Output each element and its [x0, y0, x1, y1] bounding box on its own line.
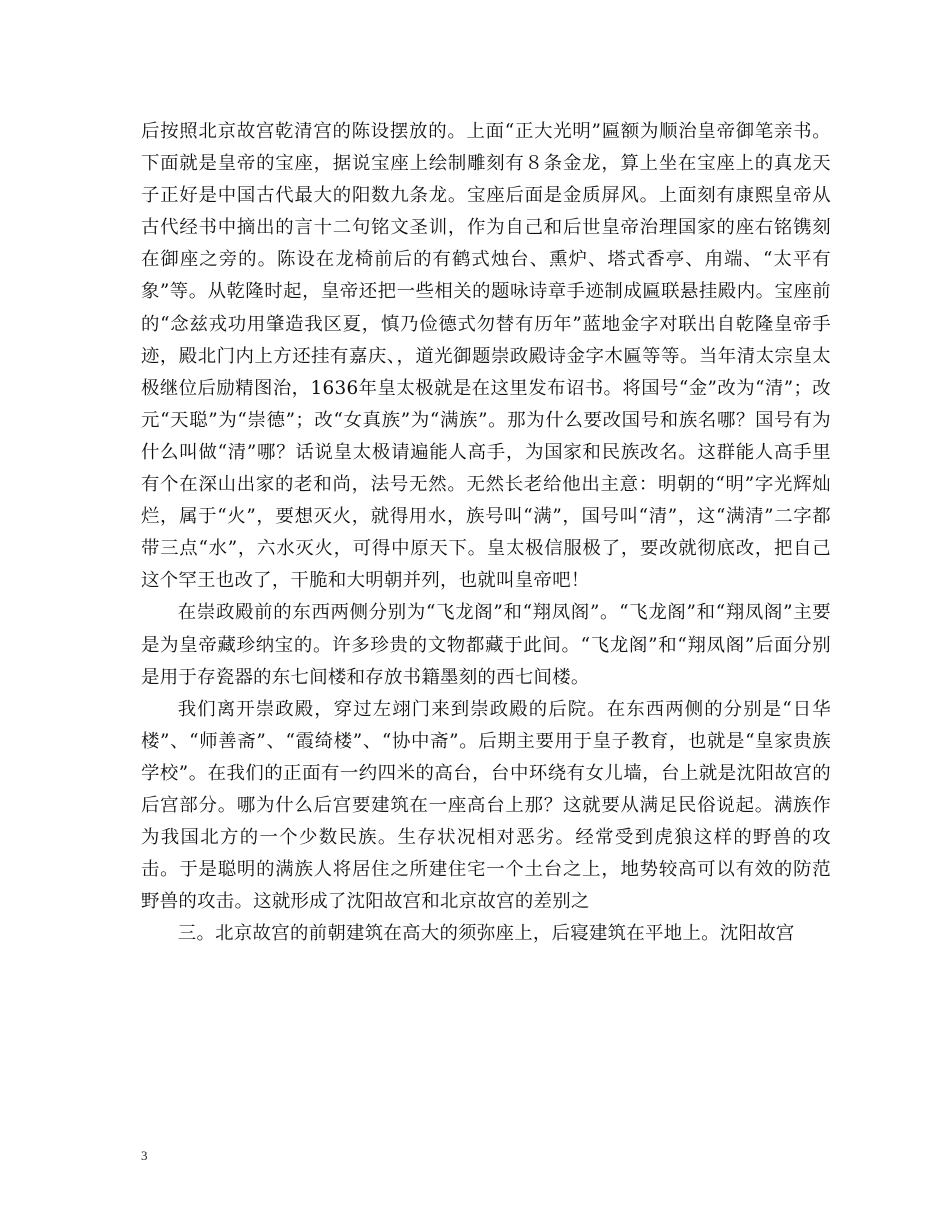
paragraph-1: 后按照北京故宫乾清宫的陈设摆放的。上面“正大光明”匾额为顺治皇帝御笔亲书。下面就是皇帝的宝座，据说宝座上绘制雕刻有８条金龙，算上坐在宝座上的真龙天子正好是中国古代最大的阳数九条龙。宝座后面是金质屏风。上面刻有康熙皇帝从古代经书中摘出的言十二句铭文圣训，作为自己和后世皇帝治理国家的座右铭镌刻在御座之旁的。陈设在龙椅前后的有鹤式烛台、熏炉、塔式香亭、甪端、“太平有象”等。从乾隆时起，皇帝还把一些相关的题咏诗章手迹制成匾联悬挂殿内。宝座前的“念兹戎功用肇造我区夏，慎乃俭德式勿替有历年”蓝地金字对联出自乾隆皇帝手迹，殿北门内上方还挂有嘉庆、，道光御题崇政殿诗金字木匾等等。当年清太宗皇太极继位后励精图治，1636年皇太极就是在这里发布诏书。将国号“金”改为“清”；改元“天聪”为“崇德”；改“女真族”为“满族”。那为什么要改国号和族名哪？国号有为什么叫做“清”哪？话说皇太极请遍能人高手，为国家和民族改名。这群能人高手里有个在深山出家的老和尚，法号无然。无然长老给他出主意：明朝的“明”字光辉灿烂，属于“火”，要想灭火，就得用水，族号叫“满”，国号叫“清”，这“满清”二字都带三点“水”，六水灭火，可得中原天下。皇太极信服极了，要改就彻底改，把自己这个罕王也改了，干脆和大明朝并列，也就叫皇帝吧！	[141, 121, 831, 592]
document-body	[141, 116, 831, 950]
page-number: 3	[141, 1148, 148, 1163]
paragraph-2: 在崇政殿前的东西两侧分别为“飞龙阁”和“翔凤阁”。“飞龙阁”和“翔凤阁”主要是为皇帝藏珍纳宝的。许多珍贵的文物都藏于此间。“飞龙阁”和“翔凤阁”后面分别是用于存瓷器的东七间楼和存放书籍墨刻的西七间楼。	[141, 602, 831, 688]
paragraph-3: 我们离开崇政殿，穿过左翊门来到崇政殿的后院。在东西两侧的分别是“日华楼”、“师善斋”、“霞绮楼”、“协中斋”。后期主要用于皇子教育，也就是“皇家贵族学校”。在我们的正面有一约四米的高台，台中环绕有女儿墙，台上就是沈阳故宫的后宫部分。哪为什么后宫要建筑在一座高台上那？这就要从满足民俗说起。满族作为我国北方的一个少数民族。生存状况相对恶劣。经常受到虎狼这样的野兽的攻击。于是聪明的满族人将居住之所建住宅一个土台之上，地势较高可以有效的防范野兽的攻击。这就形成了沈阳故宫和北京故宫的差别之	[141, 698, 831, 913]
paragraph-4: 三。北京故宫的前朝建筑在高大的须弥座上，后寝建筑在平地上。沈阳故宫	[177, 923, 795, 945]
